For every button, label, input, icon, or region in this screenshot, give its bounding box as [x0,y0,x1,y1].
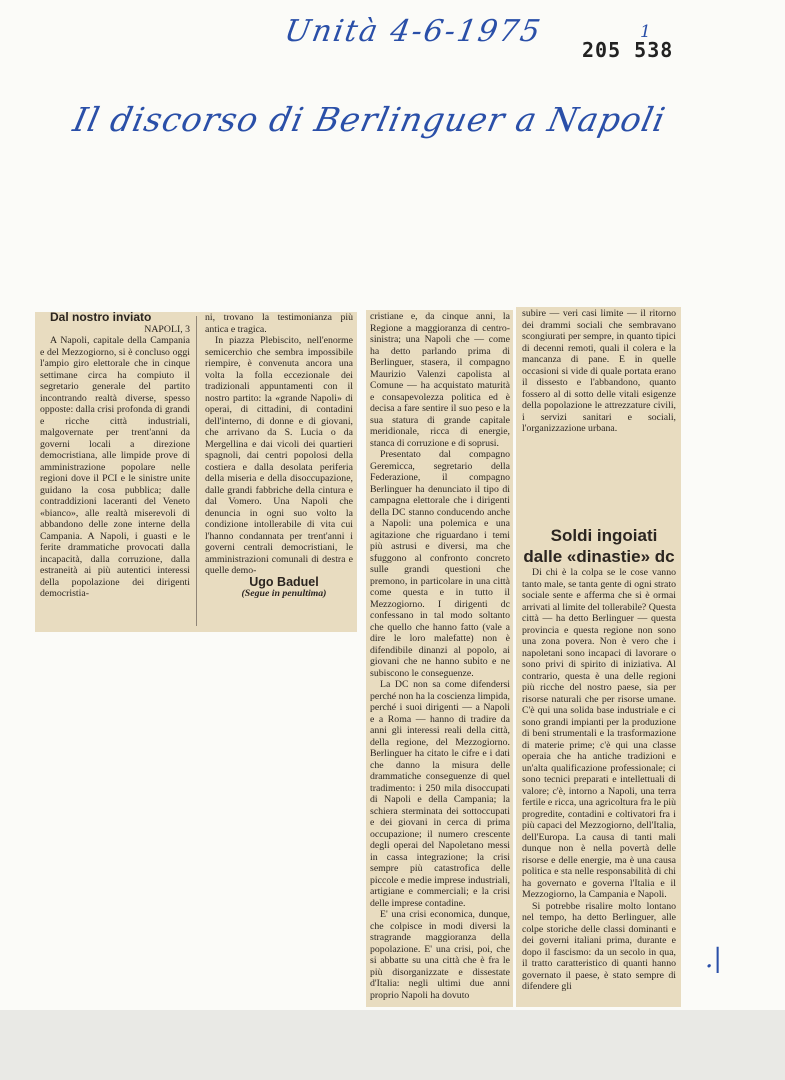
handwritten-corner-mark: .| [705,944,723,974]
article-paragraph: Di chi è la colpa se le cose vanno tanto male, se tanta gente di ogni strato sociale sente e afferma che si è ormai arrivati al limite del tollerabile? Questa città — ha detto Berlinguer — questa provincia e questa regione non sono una zona povera. Non è vero che i napoletani sono incapaci di lavorare o sono privi di spirito di iniziativa. Al contrario, questa è una delle regioni più ricche del nostro paese, sia per risorse naturali che per risorse umane. C'è qui una solida base industriale e ci sono grandi impianti per la produzione di beni strumentali e la trasformazione di materie prime; c'è qui una classe operaia che ha antiche tradizioni e un'alta qualificazione professionale; ci sono tecnici preparati e intellettuali di valore; c'è, intorno a Napoli, una terra fertile e ricca, una agricoltura fra le più progredite, contadini e coltivatori fra i più capaci del Mezzogiorno, dell'Italia, dell'Europa. La causa di tanti mali dunque non è nella povertà delle risorse e delle energie, ma è una causa politica e sta nelle responsabilità di chi ha governato e governa l'Italia e il Mezzogiorno, la Campania e Napoli. [522,567,676,900]
clipping-third [516,307,681,1007]
column-divider [196,316,197,626]
clipping-second [366,310,513,1007]
article-paragraph: subire — veri casi limite — il ritorno dei drammi sociali che sembravano scongiurati per sempre, in quanto tipici di decenni remoti, quali il colera e la mancanza di pane. E in quelle occasioni si vide di quale portata erano il dissesto e l'abbandono, quanto fossero al di sotto delle vitali esigenze della popolazione le attrezzature civili, i servizi sanitari e sociali, l'organizzazione urbana. [522,308,676,434]
clipping-column-2 [205,312,353,630]
clipping-header: Dal nostro inviato [50,312,152,324]
dateline: NAPOLI, 3 [144,323,190,335]
archive-number: 205 538 [582,38,674,62]
article-paragraph: Presentato dal compagno Geremicca, segretario della Federazione, il compagno Berlinguer ha denunciato il tipo di campagna elettorale che i dirigenti della DC stanno conducendo anche a Napoli: una polemica e una agitazione che riguardano i temi più astrusi e diversi, ma che sfuggono al confronto concreto sulle grandi questioni che premono, in particolare in una città come questa e in tutto il Mezzogiorno. I dirigenti dc confessano in tal modo soltanto che quello che hanno fatto (vale a dire le loro malefatte) non è difendibile dinanzi al popolo, ai giovani che ne hanno subito e ne subiscono le conseguenze. [370,449,510,679]
handwritten-superscript: 1 [640,22,651,42]
clipping-column-1 [40,312,190,630]
clipping-column-3 [370,311,510,1005]
scan-bottom-band [0,1010,785,1080]
article-paragraph: In piazza Plebiscito, nell'enorme semicerchio che sembra impossibile riempire, è convenuta ancora una volta la folla eccezionale dei tradizionali appuntamenti con il nostro partito: la «grande Napoli» di operai, di cittadini, di contadini dell'interno, di donne e di giovani, che arrivano da S. Lucia o da Mergellina e dai vicoli dei quartieri spagnoli, dai centri popolosi della costiera e dalla desolata periferia della miseria e della disoccupazione, dalle grandi fabbriche della cintura e dal Vomero. Una Napoli che denuncia in ogni suo volto la condizione intollerabile di vita cui l'hanno condannata per trent'anni i governi centrali democristiani, le amministrazioni comunali di destra e quelle demo- [205,335,353,576]
byline: Ugo Baduel [249,574,319,589]
handwritten-title: Il discorso di Berlinguer a Napoli [69,100,670,139]
section-headline: Soldi ingoiati dalle «dinastie» dc [523,526,675,566]
article-paragraph: La DC non sa come difendersi perché non ha la coscienza limpida, perché i suoi dirigenti — a Napoli e a Roma — hanno di tradire da anni gli interessi reali della città, della regione, del Mezzogiorno. Berlinguer ha citato le cifre e i dati che danno la misura delle drammatiche conseguenze di quel tradimento: i 250 mila disoccupati di Napoli e della Campania; la schiera sterminata dei sottoccupati e dei giovani in cerca di prima occupazione; il numero crescente degli operai del Napoletano messi in cassa integrazione; la crisi sempre più catastrofica delle piccole e medie imprese industriali, artigiane e commerciali; e la crisi delle imprese contadine. [370,679,510,909]
clipping-column-5 [522,525,676,1005]
clipping-first [35,312,357,632]
handwritten-source-date: Unità 4-6-1975 [281,14,545,49]
article-paragraph: Si potrebbe risalire molto lontano nel tempo, ha detto Berlinguer, alle colpe storiche delle classi dominanti e dei governi italiani prima, durante e dopo il fascismo: da un secolo in qua, il tratto caratteristico di quanti hanno governato il paese, è stato sempre di difendere gli [522,900,676,992]
article-paragraph: A Napoli, capitale della Campania e del Mezzogiorno, si è concluso oggi l'ampio giro elettorale che in cinque settimane circa ha compiuto il segretario generale del partito incontrando realtà diverse, spesso opposte: dalla crisi profonda di grandi e ricche città industriali, malgovernate per trent'anni da governi locali a direzione democristiana, alle limpide prove di amministrazione popolare nelle regioni dove il PCI e le sinistre unite guidano la cosa pubblica; dalle contraddizioni laceranti del Veneto «bianco», alle realtà miserevoli di abbandono delle zone interne della Campania. A Napoli, i guasti e le ferite drammatiche provocati dalla incapacità, dalla corruzione, dalla estraneità ai più autentici interessi della popolazione dei dirigenti democristia- [40,335,190,599]
article-paragraph: ni, trovano la testimonianza più antica e tragica. [205,312,353,335]
article-paragraph: cristiane e, da cinque anni, la Regione a maggioranza di centro-sinistra; una Napoli che — come ha detto parlando prima di Berlinguer, stasera, il compagno Maurizio Valenzi capolista al Comune — ha acquistato maturità e consapevolezza politica ed è decisa a fare sentire il suo peso e la sua statura di grande capitale meridionale, ricca di energie, stanca di corruzione e di soprusi. [370,311,510,449]
continued-note: (Segue in penultima) [241,588,327,599]
article-paragraph: E' una crisi economica, dunque, che colpisce in modi diversi la stragrande maggioranza della popolazione. E' una crisi, poi, che si abbatte su una città che è fra le più disorganizzate e dissestate d'Italia: negli ultimi due anni proprio Napoli ha dovuto [370,909,510,1001]
clipping-column-4 [522,308,676,528]
